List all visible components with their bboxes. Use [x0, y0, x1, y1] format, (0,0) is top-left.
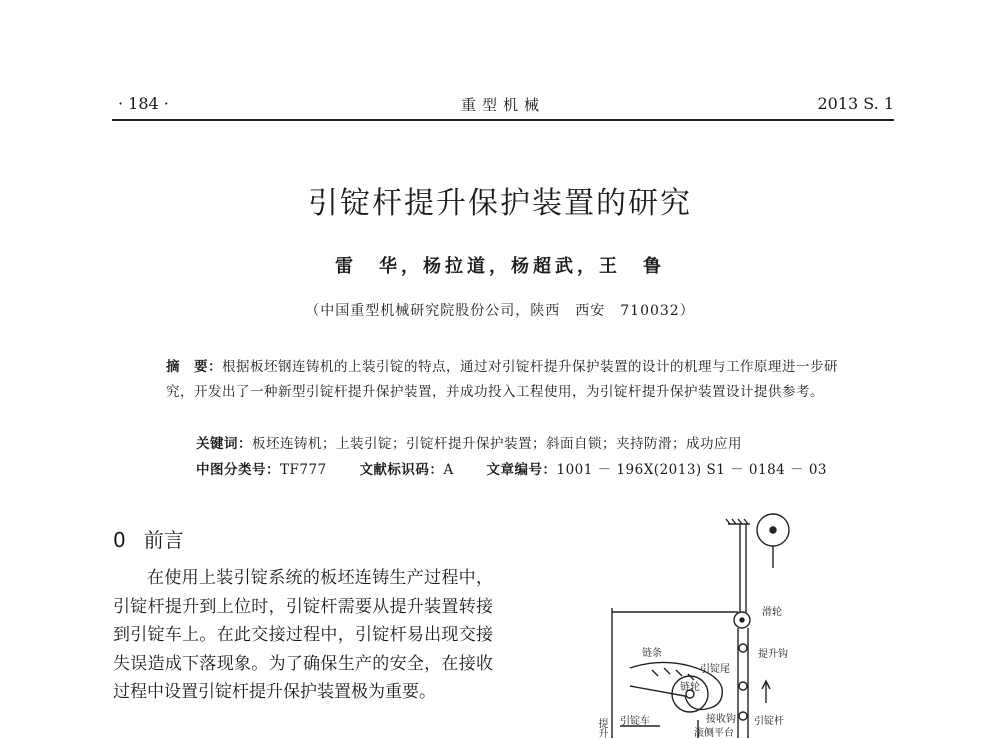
abstract-label: 摘 要：	[166, 359, 222, 375]
section-title: 前言	[143, 528, 184, 552]
paper-title: 引锭杆提升保护装置的研究	[308, 186, 692, 221]
section-number: 0	[113, 528, 126, 552]
label-receiver: 接收钩	[706, 714, 736, 725]
body-text	[113, 564, 493, 707]
label-chain: 链条	[642, 648, 662, 659]
author-list: 雷 华，杨拉道，杨超武，王 鲁	[335, 256, 665, 277]
label-tail: 引锭尾	[700, 664, 730, 675]
figure-drawing	[590, 508, 810, 738]
paragraph: 在使用上装引锭系统的板坯连铸生产过程中，引锭杆提升到上位时，引锭杆需要从提升装置转接到引锭车上。在此交接过程中，引锭杆易出现交接失误造成下落现象。为了确保生产的安全，在接收过程中设置引锭杆提升保护装置极为重要。	[113, 568, 493, 702]
article-number-value: 1001 － 196X(2013) S1 － 0184 － 03	[556, 462, 828, 478]
page-number: · 184 ·	[118, 94, 169, 113]
keywords-label: 关键词：	[196, 436, 252, 452]
mechanism-figure	[590, 508, 810, 738]
journal-name: 重型机械	[460, 96, 545, 114]
abstract	[166, 355, 846, 405]
label-hook: 提升钩	[758, 649, 788, 660]
clc-value: TF777	[280, 462, 327, 478]
article-number-label: 文章编号：	[486, 462, 557, 478]
label-car: 引锭车	[620, 716, 650, 727]
keywords-text: 板坯连铸机；上装引锭；引锭杆提升保护装置；斜面自锁；夹持防滑；成功应用	[252, 436, 742, 452]
label-platform: 滚侧平台	[694, 728, 734, 739]
clc-label: 中图分类号：	[196, 462, 280, 478]
header-rule	[112, 119, 894, 121]
doc-code-label: 文献标识码：	[359, 462, 444, 478]
doc-code-value: A	[443, 462, 454, 478]
label-sprocket: 链轮	[680, 682, 700, 693]
abstract-text: 根据板坯钢连铸机的上装引锭的特点，通过对引锭杆提升保护装置的设计的机理与工作原理进一步研究，开发出了一种新型引锭杆提升保护装置，并成功投入工程使用，为引锭杆提升保护装置设计提供参考。	[166, 359, 838, 400]
affiliation: （中国重型机械研究院股份公司，陕西 西安 710032）	[305, 303, 695, 319]
running-header	[112, 94, 894, 118]
section-heading	[113, 524, 184, 553]
classification-line	[196, 458, 855, 478]
label-pulley: 滑轮	[762, 607, 782, 618]
label-lift: 提升	[596, 718, 607, 738]
label-bar: 引锭杆	[754, 716, 784, 727]
keywords	[196, 432, 742, 452]
issue-number: 2013 S. 1	[817, 94, 894, 113]
drum-hub	[770, 527, 776, 533]
